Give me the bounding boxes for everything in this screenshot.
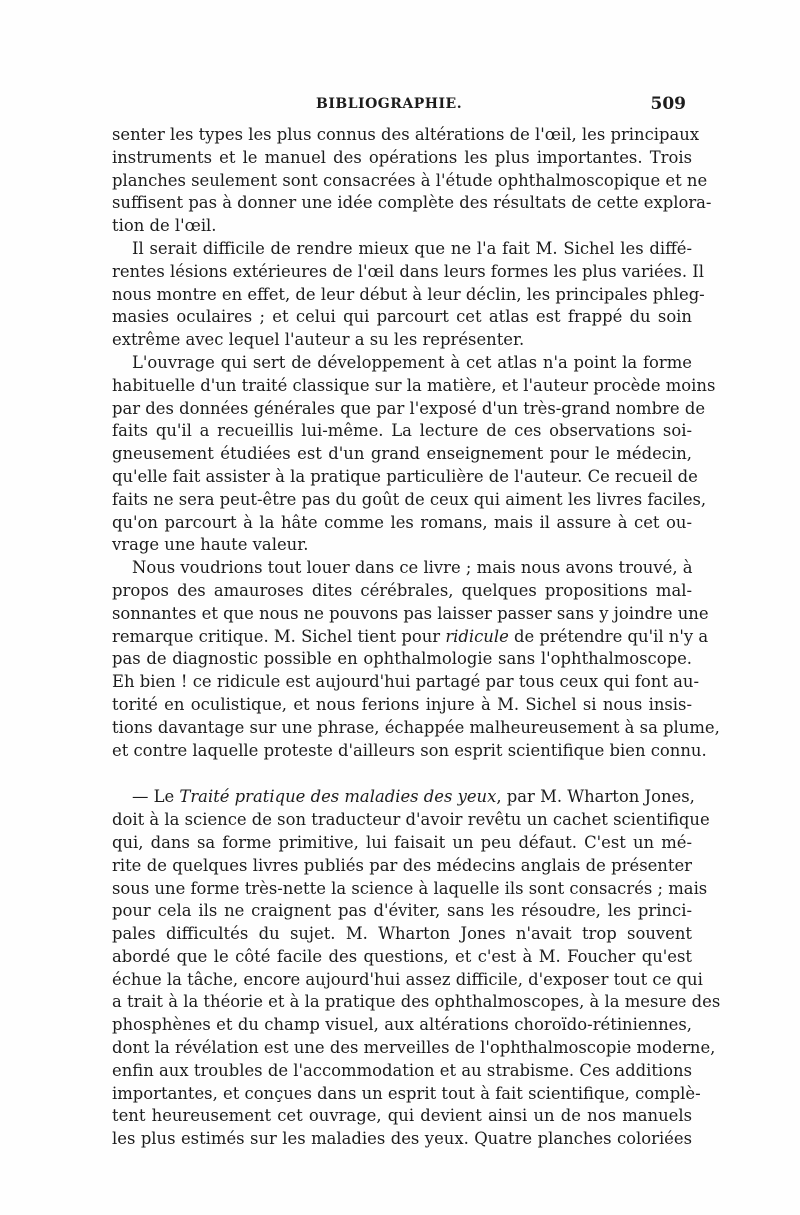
- text-line: qui, dans sa forme primitive, lui faisait un peu défaut. C'est un mé-: [112, 832, 692, 852]
- text-line: extrême avec lequel l'auteur a su les représenter.: [112, 330, 525, 350]
- text-line: rite de quelques livres publiés par des médecins anglais de présenter: [112, 855, 692, 875]
- text-line: importantes, et conçues dans un esprit tout à fait scientifique, complè-: [112, 1083, 701, 1103]
- text-line: doit à la science de son traducteur d'avoir revêtu un cachet scientifique: [112, 810, 710, 830]
- text-line: a trait à la théorie et à la pratique des ophthalmoscopes, à la mesure des: [112, 992, 721, 1012]
- text-line: et contre laquelle proteste d'ailleurs son esprit scientifique bien connu.: [112, 740, 707, 760]
- text-line: nous montre en effet, de leur début à leur déclin, les principales phleg-: [112, 284, 705, 304]
- paragraph-2: [112, 238, 705, 352]
- running-title: BIBLIOGRAPHIE.: [316, 96, 463, 112]
- text-line: Nous voudrions tout louer dans ce livre ; mais nous avons trouvé, à: [132, 558, 693, 578]
- text-line: sonnantes et que nous ne pouvons pas laisser passer sans y joindre une: [112, 603, 709, 623]
- text-line: par des données générales que par l'exposé d'un très-grand nombre de: [112, 398, 706, 418]
- text-line: les plus estimés sur les maladies des yeux. Quatre planches coloriées: [112, 1129, 692, 1149]
- text-line-with-italic: [112, 626, 709, 649]
- text-line-with-italic: [112, 786, 695, 809]
- text-line: vrage une haute valeur.: [112, 535, 309, 555]
- text-line: planches seulement sont consacrées à l'étude ophthalmoscopique et ne: [112, 170, 708, 190]
- text-line: habituelle d'un traité classique sur la matière, et l'auteur procède moins: [112, 375, 716, 395]
- text-line: enfin aux troubles de l'accommodation et au strabisme. Ces additions: [112, 1060, 692, 1080]
- text-line: pales difficultés du sujet. M. Wharton Jones n'avait trop souvent: [112, 924, 692, 944]
- page-number: 509: [650, 94, 686, 114]
- text-line: suffisent pas à donner une idée complète des résultats de cette explora-: [112, 193, 712, 213]
- text-line: masies oculaires ; et celui qui parcourt cet atlas est frappé du soin: [112, 307, 692, 327]
- text-line: senter les types les plus connus des altérations de l'œil, les principaux: [112, 125, 700, 144]
- text-segment: de prétendre qu'il n'y a: [508, 626, 709, 646]
- paragraph-4: [112, 557, 720, 762]
- text-line: Eh bien ! ce ridicule est aujourd'hui partagé par tous ceux qui font au-: [112, 672, 700, 692]
- text-line: torité en oculistique, et nous ferions injure à M. Sichel si nous insis-: [112, 694, 692, 714]
- text-line: tion de l'œil.: [112, 216, 217, 236]
- text-line: échue la tâche, encore aujourd'hui assez difficile, d'exposer tout ce qui: [112, 969, 703, 989]
- text-line: qu'on parcourt à la hâte comme les romans, mais il assure à cet ou-: [112, 512, 692, 532]
- text-line: dont la révélation est une des merveilles de l'ophthalmoscopie moderne,: [112, 1038, 716, 1058]
- section-gap: [112, 762, 692, 786]
- italic-word: ridicule: [445, 626, 509, 646]
- text-line: pas de diagnostic possible en ophthalmologie sans l'ophthalmoscope.: [112, 649, 692, 669]
- text-line: Il serait difficile de rendre mieux que ne l'a fait M. Sichel les diffé-: [132, 238, 692, 258]
- text-line: gneusement étudiées est d'un grand enseignement pour le médecin,: [112, 444, 692, 464]
- text-line: faits qu'il a recueillis lui-même. La lecture de ces observations soi-: [112, 421, 692, 441]
- text-segment: remarque critique. M. Sichel tient pour: [112, 626, 446, 646]
- text-line: L'ouvrage qui sert de développement à cet atlas n'a point la forme: [132, 352, 692, 372]
- text-line: qu'elle fait assister à la pratique particulière de l'auteur. Ce recueil de: [112, 466, 698, 486]
- italic-title: Traité pratique des maladies des yeux: [179, 787, 497, 807]
- text-segment: — Le: [132, 787, 180, 807]
- text-line: faits ne sera peut-être pas du goût de ceux qui aiment les livres faciles,: [112, 489, 707, 509]
- running-head: [116, 96, 686, 118]
- body-text: [112, 124, 721, 1151]
- text-line: tent heureusement cet ouvrage, qui devient ainsi un de nos manuels: [112, 1106, 692, 1126]
- text-segment: , par M. Wharton Jones,: [496, 787, 695, 807]
- paragraph-1: [112, 124, 712, 238]
- text-line: rentes lésions extérieures de l'œil dans leurs formes les plus variées. Il: [112, 261, 704, 281]
- text-line: propos des amauroses dites cérébrales, quelques propositions mal-: [112, 580, 692, 600]
- text-line: instruments et le manuel des opérations les plus importantes. Trois: [112, 147, 692, 167]
- paragraph-3: [112, 352, 716, 557]
- text-line: abordé que le côté facile des questions, et c'est à M. Foucher qu'est: [112, 946, 692, 966]
- text-line: sous une forme très-nette la science à laquelle ils sont consacrés ; mais: [112, 878, 708, 898]
- text-line: tions davantage sur une phrase, échappée malheureusement à sa plume,: [112, 717, 720, 737]
- text-line: phosphènes et du champ visuel, aux altérations choroïdo-rétiniennes,: [112, 1015, 692, 1035]
- paragraph-5: [112, 786, 721, 1151]
- text-line: pour cela ils ne craignent pas d'éviter, sans les résoudre, les princi-: [112, 901, 692, 921]
